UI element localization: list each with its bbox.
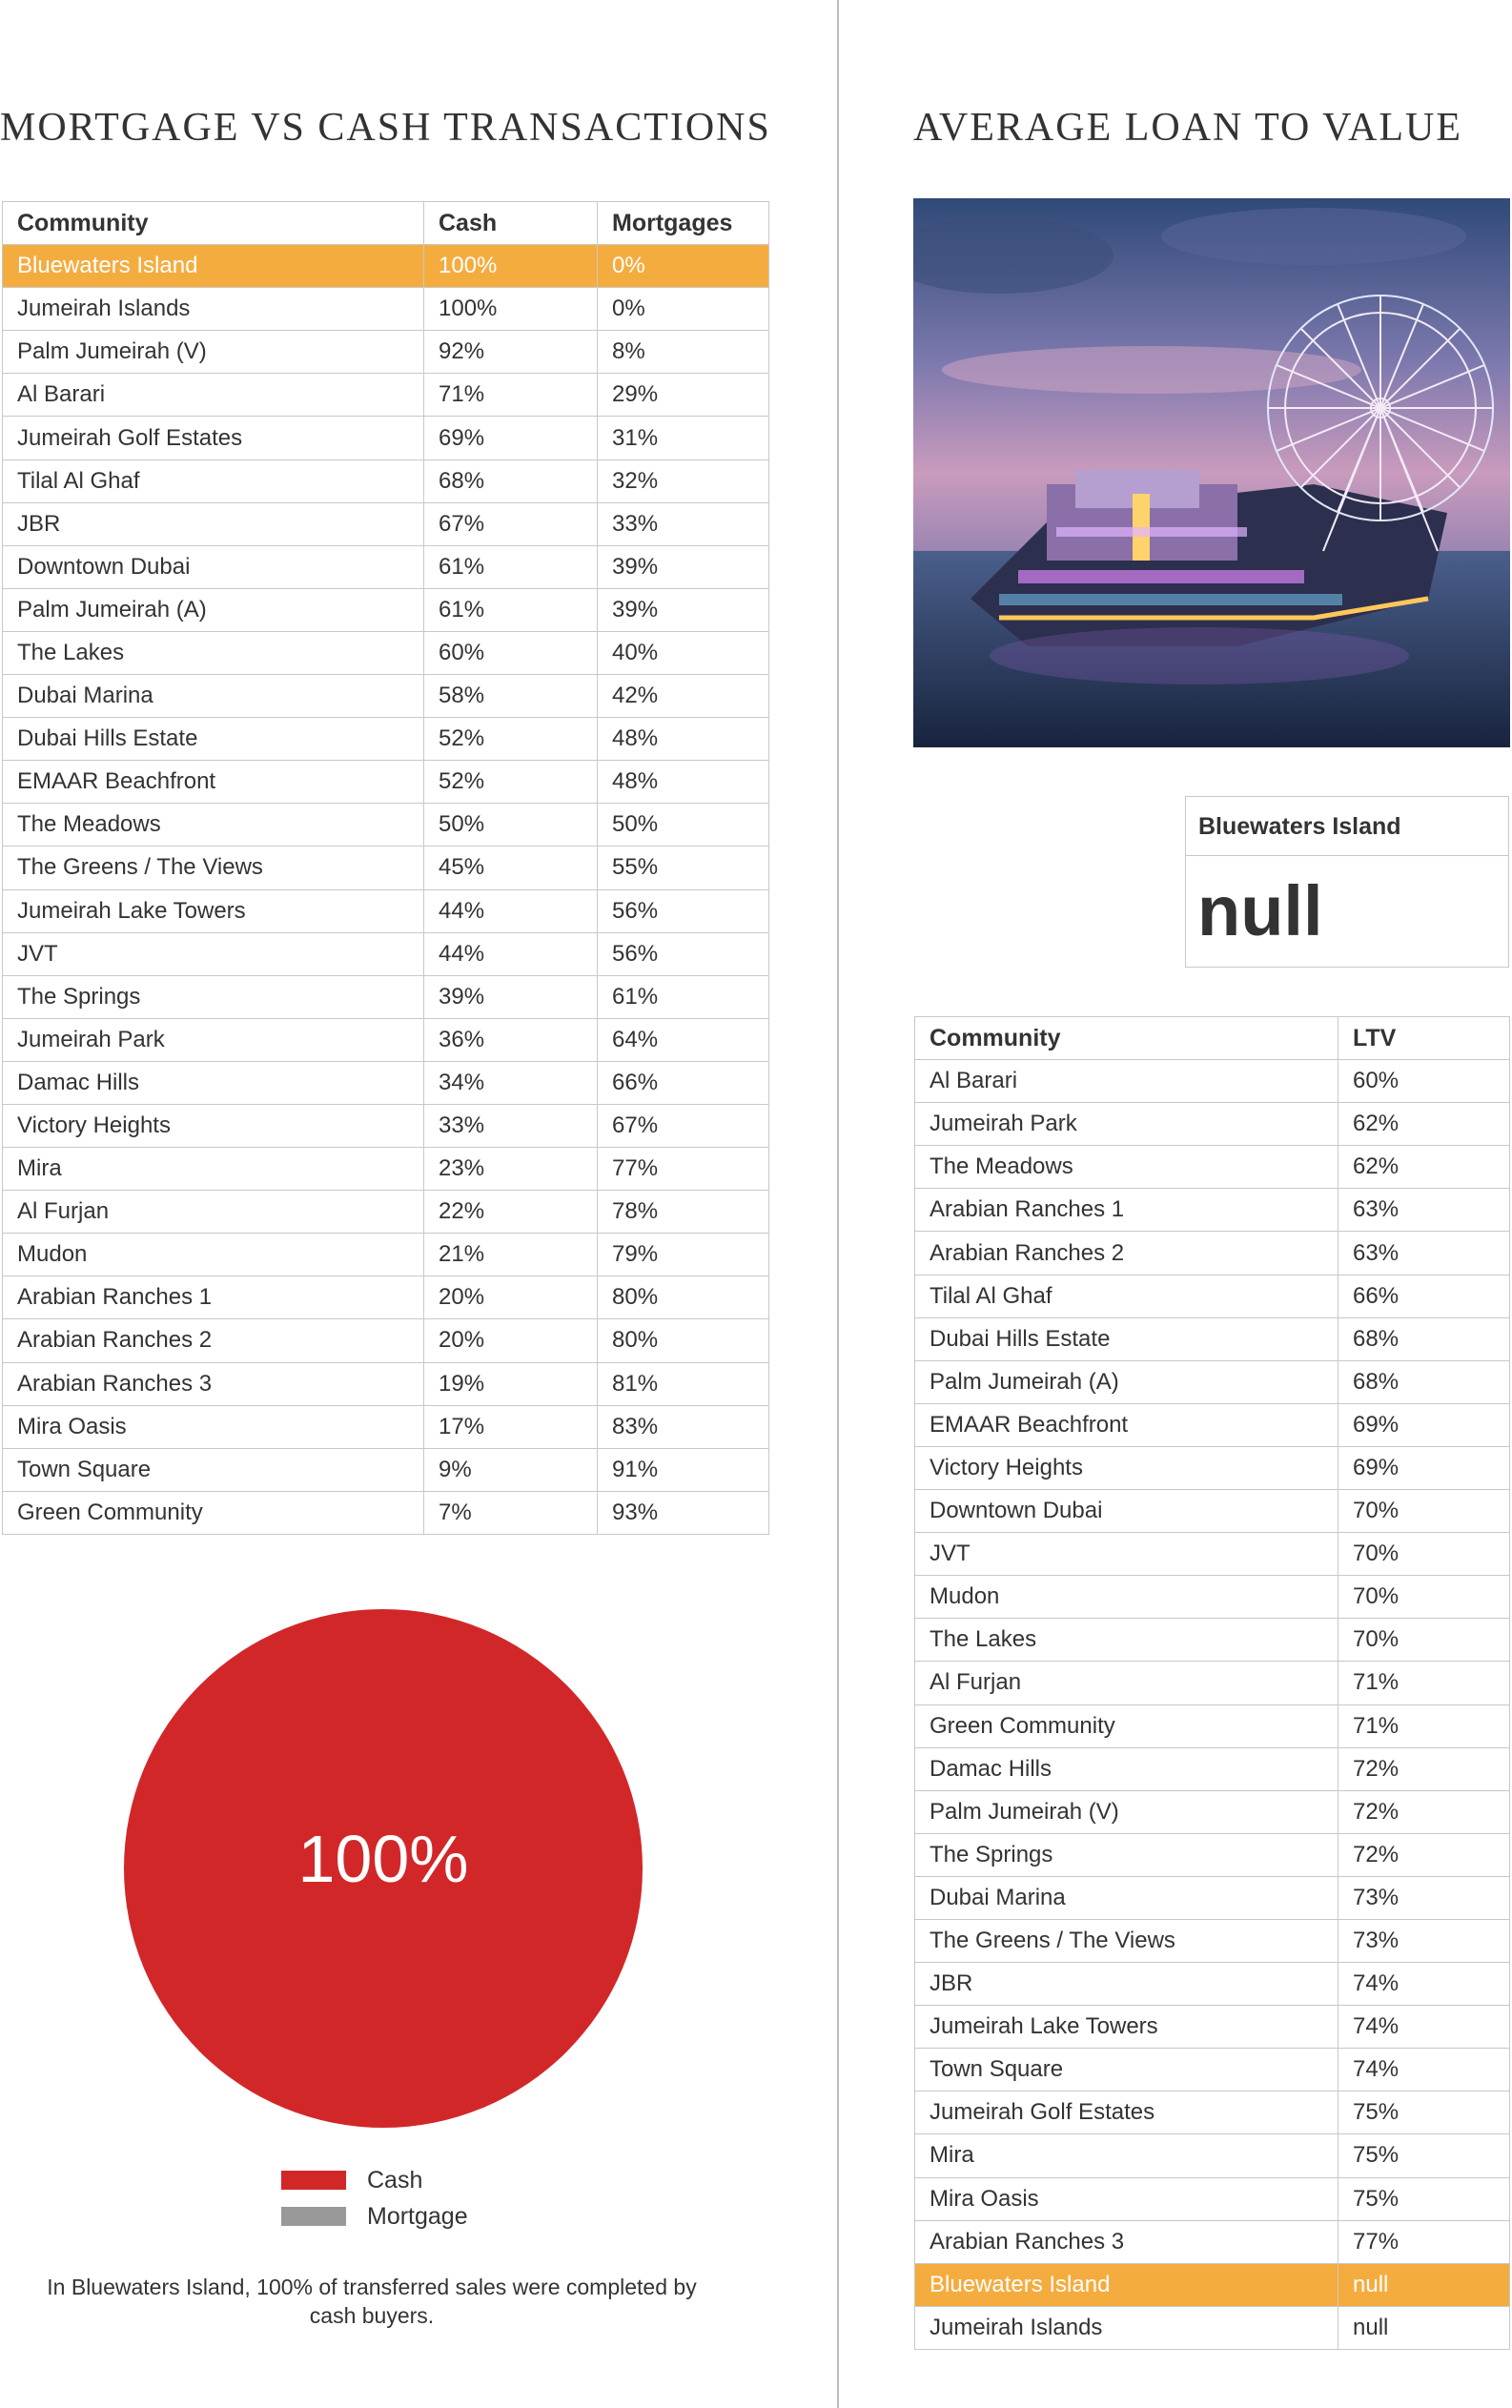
mortgages-cell: 64% — [598, 1018, 769, 1061]
mortgages-cell: 79% — [598, 1234, 769, 1276]
ltv-cell: 74% — [1338, 1963, 1510, 2006]
table-row — [915, 1275, 1510, 1317]
ltv-cell: 68% — [1338, 1317, 1510, 1360]
cash-cell: 44% — [424, 889, 598, 932]
community-cell: JVT — [3, 932, 424, 975]
community-cell: Palm Jumeirah (V) — [915, 1790, 1338, 1833]
ltv-cell: 75% — [1338, 2177, 1510, 2220]
community-cell: EMAAR Beachfront — [915, 1403, 1338, 1446]
ltv-cell: 72% — [1338, 1747, 1510, 1790]
ltv-cell: 73% — [1338, 1919, 1510, 1962]
ltv-cell: 75% — [1338, 2092, 1510, 2134]
bluewaters-island-photo — [913, 198, 1510, 747]
community-cell: Arabian Ranches 2 — [915, 1232, 1338, 1275]
community-cell: Dubai Hills Estate — [915, 1317, 1338, 1360]
mortgages-cell: 31% — [598, 417, 769, 459]
legend-label-mortgage: Mortgage — [367, 2202, 468, 2230]
table-row — [3, 1191, 769, 1234]
table-header-row — [3, 202, 769, 245]
cash-cell: 58% — [424, 675, 598, 718]
cash-cell: 20% — [424, 1276, 598, 1319]
cash-cell: 92% — [424, 331, 598, 374]
ltv-cell: 66% — [1338, 1275, 1510, 1317]
community-cell: Arabian Ranches 1 — [915, 1189, 1338, 1232]
ltv-cell: 68% — [1338, 1360, 1510, 1403]
mortgages-cell: 0% — [598, 288, 769, 331]
mortgages-cell: 29% — [598, 374, 769, 417]
cash-cell: 61% — [424, 588, 598, 631]
cash-cell: 20% — [424, 1319, 598, 1362]
table-row — [3, 975, 769, 1018]
table-row — [915, 1403, 1510, 1446]
cash-cell: 61% — [424, 545, 598, 588]
table-row — [915, 1704, 1510, 1747]
community-cell: Damac Hills — [915, 1747, 1338, 1790]
community-cell: The Greens / The Views — [3, 847, 424, 889]
mortgages-cell: 39% — [598, 588, 769, 631]
mortgages-cell: 48% — [598, 761, 769, 804]
mortgages-cell: 32% — [598, 459, 769, 502]
table-row — [3, 1061, 769, 1104]
cash-cell: 71% — [424, 374, 598, 417]
cash-cell: 34% — [424, 1061, 598, 1104]
mortgages-cell: 81% — [598, 1362, 769, 1405]
community-cell: Victory Heights — [915, 1446, 1338, 1489]
table-row — [3, 1234, 769, 1276]
community-cell: Damac Hills — [3, 1061, 424, 1104]
community-cell: Palm Jumeirah (A) — [3, 588, 424, 631]
cash-cell: 52% — [424, 761, 598, 804]
table-row — [915, 2134, 1510, 2177]
mortgages-cell: 42% — [598, 675, 769, 718]
table-row — [915, 1146, 1510, 1189]
community-cell: Al Furjan — [3, 1191, 424, 1234]
cash-cell: 21% — [424, 1234, 598, 1276]
ltv-cell: 69% — [1338, 1446, 1510, 1489]
table-row — [915, 1919, 1510, 1962]
table-row — [915, 1317, 1510, 1360]
cash-cell: 68% — [424, 459, 598, 502]
cash-cell: 23% — [424, 1148, 598, 1191]
community-cell: The Meadows — [3, 804, 424, 847]
community-cell: Dubai Marina — [915, 1876, 1338, 1919]
table-row — [3, 1362, 769, 1405]
table-row — [3, 1491, 769, 1534]
ltv-cell: 63% — [1338, 1232, 1510, 1275]
ltv-cell: 63% — [1338, 1189, 1510, 1232]
community-cell: The Greens / The Views — [915, 1919, 1338, 1962]
table-row — [3, 417, 769, 459]
community-cell: JVT — [915, 1533, 1338, 1576]
ltv-cell: 71% — [1338, 1662, 1510, 1704]
ltv-cell: 73% — [1338, 1876, 1510, 1919]
cash-cell: 52% — [424, 718, 598, 761]
community-cell: Palm Jumeirah (V) — [3, 331, 424, 374]
ltv-cell: 62% — [1338, 1103, 1510, 1146]
community-cell: Mudon — [3, 1234, 424, 1276]
ltv-box-community: Bluewaters Island — [1186, 797, 1508, 856]
table-row — [3, 932, 769, 975]
community-cell: Arabian Ranches 3 — [3, 1362, 424, 1405]
ltv-cell: 70% — [1338, 1490, 1510, 1533]
table-row — [915, 2306, 1510, 2349]
table-row — [3, 502, 769, 545]
column-header: Cash — [424, 202, 598, 245]
table-row — [915, 1790, 1510, 1833]
table-row — [915, 2049, 1510, 2092]
community-cell: Downtown Dubai — [915, 1490, 1338, 1533]
table-row — [915, 1619, 1510, 1662]
mortgages-cell: 55% — [598, 847, 769, 889]
ltv-cell: null — [1338, 2263, 1510, 2306]
cash-cell: 69% — [424, 417, 598, 459]
community-cell: Mira Oasis — [915, 2177, 1338, 2220]
mortgage-vs-cash-title: MORTGAGE VS CASH TRANSACTIONS — [0, 106, 771, 150]
ltv-cell: 70% — [1338, 1619, 1510, 1662]
cash-cell: 19% — [424, 1362, 598, 1405]
table-row — [915, 1490, 1510, 1533]
table-row — [3, 718, 769, 761]
ltv-cell: 60% — [1338, 1060, 1510, 1103]
table-header-row — [915, 1017, 1510, 1060]
cash-cell: 36% — [424, 1018, 598, 1061]
summary-note: In Bluewaters Island, 100% of transferred sales were completed by cash buyers. — [47, 2275, 697, 2328]
community-cell: Mira — [915, 2134, 1338, 2177]
ltv-cell: 62% — [1338, 1146, 1510, 1189]
ltv-highlight-box — [1185, 796, 1509, 968]
community-cell: Al Barari — [3, 374, 424, 417]
table-row — [915, 1232, 1510, 1275]
community-cell: Al Barari — [915, 1060, 1338, 1103]
ltv-cell: 77% — [1338, 2220, 1510, 2263]
community-cell: Jumeirah Islands — [3, 288, 424, 331]
community-cell: Tilal Al Ghaf — [3, 459, 424, 502]
table-row — [915, 1747, 1510, 1790]
cash-cell: 100% — [424, 288, 598, 331]
community-cell: JBR — [915, 1963, 1338, 2006]
community-cell: Tilal Al Ghaf — [915, 1275, 1338, 1317]
community-cell: The Springs — [915, 1833, 1338, 1876]
table-row — [3, 847, 769, 889]
table-row — [915, 2263, 1510, 2306]
mortgages-cell: 39% — [598, 545, 769, 588]
community-cell: Mudon — [915, 1576, 1338, 1619]
ltv-cell: 70% — [1338, 1533, 1510, 1576]
community-cell: Bluewaters Island — [3, 245, 424, 288]
cash-cell: 9% — [424, 1448, 598, 1491]
table-row — [3, 331, 769, 374]
table-row — [3, 588, 769, 631]
pie-center-label: 100% — [297, 1822, 469, 1896]
community-cell: Town Square — [3, 1448, 424, 1491]
community-cell: Jumeirah Lake Towers — [3, 889, 424, 932]
community-cell: Dubai Hills Estate — [3, 718, 424, 761]
community-cell: Al Furjan — [915, 1662, 1338, 1704]
cash-cell: 60% — [424, 631, 598, 674]
table-row — [3, 1148, 769, 1191]
legend-label-cash: Cash — [367, 2166, 423, 2194]
ltv-table — [914, 1016, 1510, 2350]
mortgages-cell: 50% — [598, 804, 769, 847]
cash-cell: 44% — [424, 932, 598, 975]
community-cell: The Lakes — [3, 631, 424, 674]
table-row — [915, 2220, 1510, 2263]
community-cell: Downtown Dubai — [3, 545, 424, 588]
cash-cell: 33% — [424, 1104, 598, 1147]
mortgages-cell: 56% — [598, 932, 769, 975]
community-cell: Green Community — [3, 1491, 424, 1534]
table-row — [3, 374, 769, 417]
community-cell: Mira Oasis — [3, 1405, 424, 1448]
ferris-wheel-island-image — [913, 198, 1510, 747]
table-row — [3, 1319, 769, 1362]
mortgage-vs-cash-table — [2, 201, 769, 1535]
mortgages-cell: 80% — [598, 1276, 769, 1319]
table-row — [3, 1448, 769, 1491]
cash-cell: 22% — [424, 1191, 598, 1234]
community-cell: The Lakes — [915, 1619, 1338, 1662]
column-header: Community — [3, 202, 424, 245]
table-row — [3, 1104, 769, 1147]
community-cell: Jumeirah Park — [915, 1103, 1338, 1146]
table-row — [915, 2177, 1510, 2220]
table-row — [915, 1662, 1510, 1704]
table-row — [915, 1876, 1510, 1919]
ltv-cell: null — [1338, 2306, 1510, 2349]
pie-legend — [281, 2162, 468, 2235]
community-cell: Jumeirah Islands — [915, 2306, 1338, 2349]
cash-cell: 17% — [424, 1405, 598, 1448]
table-row — [3, 459, 769, 502]
mortgages-cell: 61% — [598, 975, 769, 1018]
cash-cell: 7% — [424, 1491, 598, 1534]
community-cell: Jumeirah Golf Estates — [915, 2092, 1338, 2134]
mortgages-cell: 83% — [598, 1405, 769, 1448]
cash-cell: 39% — [424, 975, 598, 1018]
mortgages-cell: 40% — [598, 631, 769, 674]
community-cell: JBR — [3, 502, 424, 545]
ltv-cell: 72% — [1338, 1833, 1510, 1876]
average-ltv-title: AVERAGE LOAN TO VALUE — [913, 106, 1462, 150]
community-cell: EMAAR Beachfront — [3, 761, 424, 804]
ltv-cell: 70% — [1338, 1576, 1510, 1619]
table-row — [915, 1576, 1510, 1619]
table-row — [915, 2092, 1510, 2134]
table-row — [915, 1103, 1510, 1146]
cash-cell: 50% — [424, 804, 598, 847]
community-cell: Victory Heights — [3, 1104, 424, 1147]
table-row — [3, 545, 769, 588]
mortgages-cell: 48% — [598, 718, 769, 761]
community-cell: Town Square — [915, 2049, 1338, 2092]
table-row — [915, 1446, 1510, 1489]
column-header: Community — [915, 1017, 1338, 1060]
table-row — [915, 2006, 1510, 2049]
cash-cell: 45% — [424, 847, 598, 889]
ltv-cell: 75% — [1338, 2134, 1510, 2177]
table-row — [915, 1963, 1510, 2006]
mortgages-cell: 56% — [598, 889, 769, 932]
community-cell: Arabian Ranches 1 — [3, 1276, 424, 1319]
table-row — [3, 245, 769, 288]
column-header: Mortgages — [598, 202, 769, 245]
community-cell: Green Community — [915, 1704, 1338, 1747]
mortgages-cell: 67% — [598, 1104, 769, 1147]
table-row — [915, 1533, 1510, 1576]
table-row — [3, 288, 769, 331]
mortgages-cell: 0% — [598, 245, 769, 288]
table-row — [915, 1060, 1510, 1103]
table-row — [3, 675, 769, 718]
mortgages-cell: 8% — [598, 331, 769, 374]
table-row — [3, 631, 769, 674]
mortgages-cell: 91% — [598, 1448, 769, 1491]
cash-cell: 100% — [424, 245, 598, 288]
mortgages-cell: 78% — [598, 1191, 769, 1234]
mortgages-cell: 66% — [598, 1061, 769, 1104]
ltv-cell: 74% — [1338, 2049, 1510, 2092]
legend-item-mortgage — [281, 2198, 468, 2235]
community-cell: Bluewaters Island — [915, 2263, 1338, 2306]
community-cell: Jumeirah Lake Towers — [915, 2006, 1338, 2049]
community-cell: Mira — [3, 1148, 424, 1191]
ltv-box-value: null — [1197, 871, 1323, 950]
community-cell: The Springs — [3, 975, 424, 1018]
community-cell: Arabian Ranches 3 — [915, 2220, 1338, 2263]
legend-item-cash — [281, 2162, 468, 2198]
cash-cell: 67% — [424, 502, 598, 545]
table-row — [915, 1833, 1510, 1876]
table-row — [3, 761, 769, 804]
column-header: LTV — [1338, 1017, 1510, 1060]
community-cell: The Meadows — [915, 1146, 1338, 1189]
community-cell: Dubai Marina — [3, 675, 424, 718]
community-cell: Palm Jumeirah (A) — [915, 1360, 1338, 1403]
table-row — [3, 1018, 769, 1061]
mortgages-cell: 77% — [598, 1148, 769, 1191]
mortgages-cell: 93% — [598, 1491, 769, 1534]
mortgages-cell: 80% — [598, 1319, 769, 1362]
legend-swatch-mortgage — [281, 2207, 346, 2226]
table-row — [3, 804, 769, 847]
mortgages-cell: 33% — [598, 502, 769, 545]
table-row — [3, 889, 769, 932]
ltv-cell: 74% — [1338, 2006, 1510, 2049]
ltv-cell: 71% — [1338, 1704, 1510, 1747]
table-row — [3, 1276, 769, 1319]
column-divider — [837, 0, 839, 2408]
table-row — [915, 1360, 1510, 1403]
community-cell: Jumeirah Park — [3, 1018, 424, 1061]
community-cell: Jumeirah Golf Estates — [3, 417, 424, 459]
legend-swatch-cash — [281, 2171, 346, 2190]
table-row — [3, 1405, 769, 1448]
table-row — [915, 1189, 1510, 1232]
ltv-cell: 69% — [1338, 1403, 1510, 1446]
ltv-cell: 72% — [1338, 1790, 1510, 1833]
community-cell: Arabian Ranches 2 — [3, 1319, 424, 1362]
